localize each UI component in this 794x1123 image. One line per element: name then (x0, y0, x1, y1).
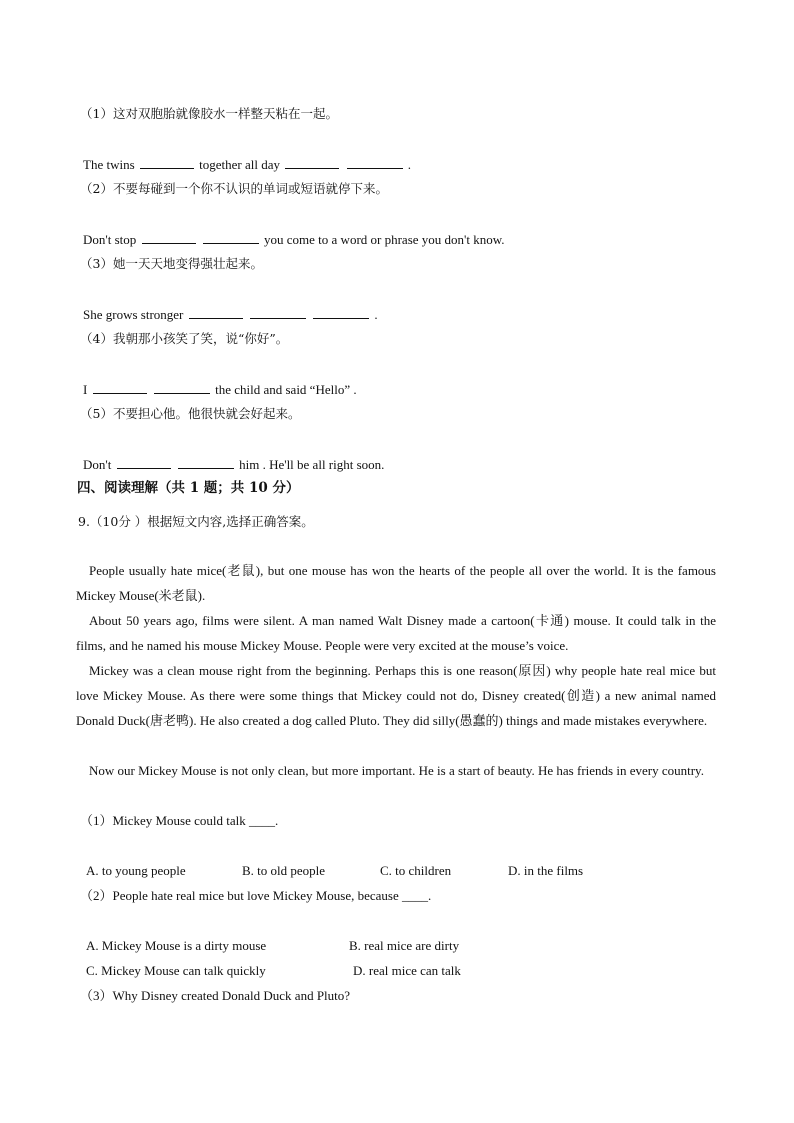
option-c[interactable]: C. to children (380, 863, 452, 878)
answer-blank[interactable] (117, 456, 171, 469)
answer-blank[interactable] (154, 381, 210, 394)
question-2-chinese: （2）不要每碰到一个你不认识的单词或短语就停下来。 (80, 181, 388, 196)
question-3-chinese: （3）她一天天地变得强壮起来。 (80, 256, 263, 271)
answer-blank[interactable] (93, 381, 147, 394)
q4-suffix: the child and said “Hello” . (215, 382, 357, 397)
option-d[interactable]: D. real mice can talk (353, 963, 461, 978)
answer-blank[interactable] (203, 231, 259, 244)
answer-blank[interactable] (313, 306, 369, 319)
q1-prefix: The twins (83, 157, 135, 172)
question-4-answer-line (83, 381, 357, 398)
q2-suffix: you come to a word or phrase you don't know. (264, 232, 505, 247)
q4-prefix: I (83, 382, 88, 397)
q3-prefix: She grows stronger (83, 307, 184, 322)
question-1-answer-line (83, 156, 411, 173)
q1-suffix: . (407, 157, 411, 172)
question-3-answer-line (83, 306, 378, 323)
question-5-chinese: （5）不要担心他。他很快就会好起来。 (80, 406, 301, 421)
passage-paragraph: Now our Mickey Mouse is not only clean, but more important. He is a start of beauty. He has friends in every country. (89, 763, 704, 778)
sub-question-2: （2）People hate real mice but love Mickey Mouse, because ____. (80, 888, 432, 903)
passage-paragraph: People usually hate mice(老鼠), but one mouse has won the hearts of the people all over the world. It is the famous Mickey Mouse(米老鼠). (76, 563, 716, 603)
question-4-chinese: （4）我朝那小孩笑了笑，说“你好”。 (80, 331, 289, 346)
q1-middle: together all day (199, 157, 280, 172)
answer-blank[interactable] (285, 156, 339, 169)
answer-blank[interactable] (178, 456, 234, 469)
option-d[interactable]: D. in the films (508, 863, 584, 878)
passage-paragraph: Mickey was a clean mouse right from the beginning. Perhaps this is one reason(原因) why people hate real mice but love Mickey Mouse. As there were some things that Mickey could not do, Disney created(创造) a new animal named Donald Duck(唐老鸭). He also created a dog called Pluto. They did silly(愚蠢的) things and made mistakes everywhere. (76, 663, 716, 728)
option-b[interactable]: B. to old people (242, 863, 326, 878)
answer-blank[interactable] (142, 231, 196, 244)
question-1-chinese: （1）这对双胞胎就像胶水一样整天粘在一起。 (80, 106, 338, 121)
q5-prefix: Don't (83, 457, 112, 472)
q3-suffix: . (374, 307, 378, 322)
passage-paragraph: About 50 years ago, films were silent. A man named Walt Disney made a cartoon(卡通) mouse. It could talk in the films, and he named his mouse Mickey Mouse. People were very excited at the mouse’s voice. (76, 613, 716, 653)
question-5-answer-line (83, 456, 384, 473)
answer-blank[interactable] (189, 306, 243, 319)
answer-blank[interactable] (347, 156, 403, 169)
option-b[interactable]: B. real mice are dirty (349, 938, 460, 953)
option-c[interactable]: C. Mickey Mouse can talk quickly (86, 963, 266, 978)
question-9-label: 9.（10分 ）根据短文内容,选择正确答案。 (78, 514, 314, 529)
question-2-answer-line (83, 231, 505, 248)
option-a[interactable]: A. Mickey Mouse is a dirty mouse (86, 938, 267, 953)
answer-blank[interactable] (140, 156, 194, 169)
answer-blank[interactable] (250, 306, 306, 319)
sub-question-3: （3）Why Disney created Donald Duck and Pluto? (80, 988, 351, 1003)
section-heading: 四、阅读理解（共 1 题；共 10 分） (77, 480, 300, 496)
option-a[interactable]: A. to young people (86, 863, 186, 878)
sub-question-1: （1）Mickey Mouse could talk ____. (80, 813, 279, 828)
q2-prefix: Don't stop (83, 232, 137, 247)
q5-suffix: him . He'll be all right soon. (239, 457, 385, 472)
